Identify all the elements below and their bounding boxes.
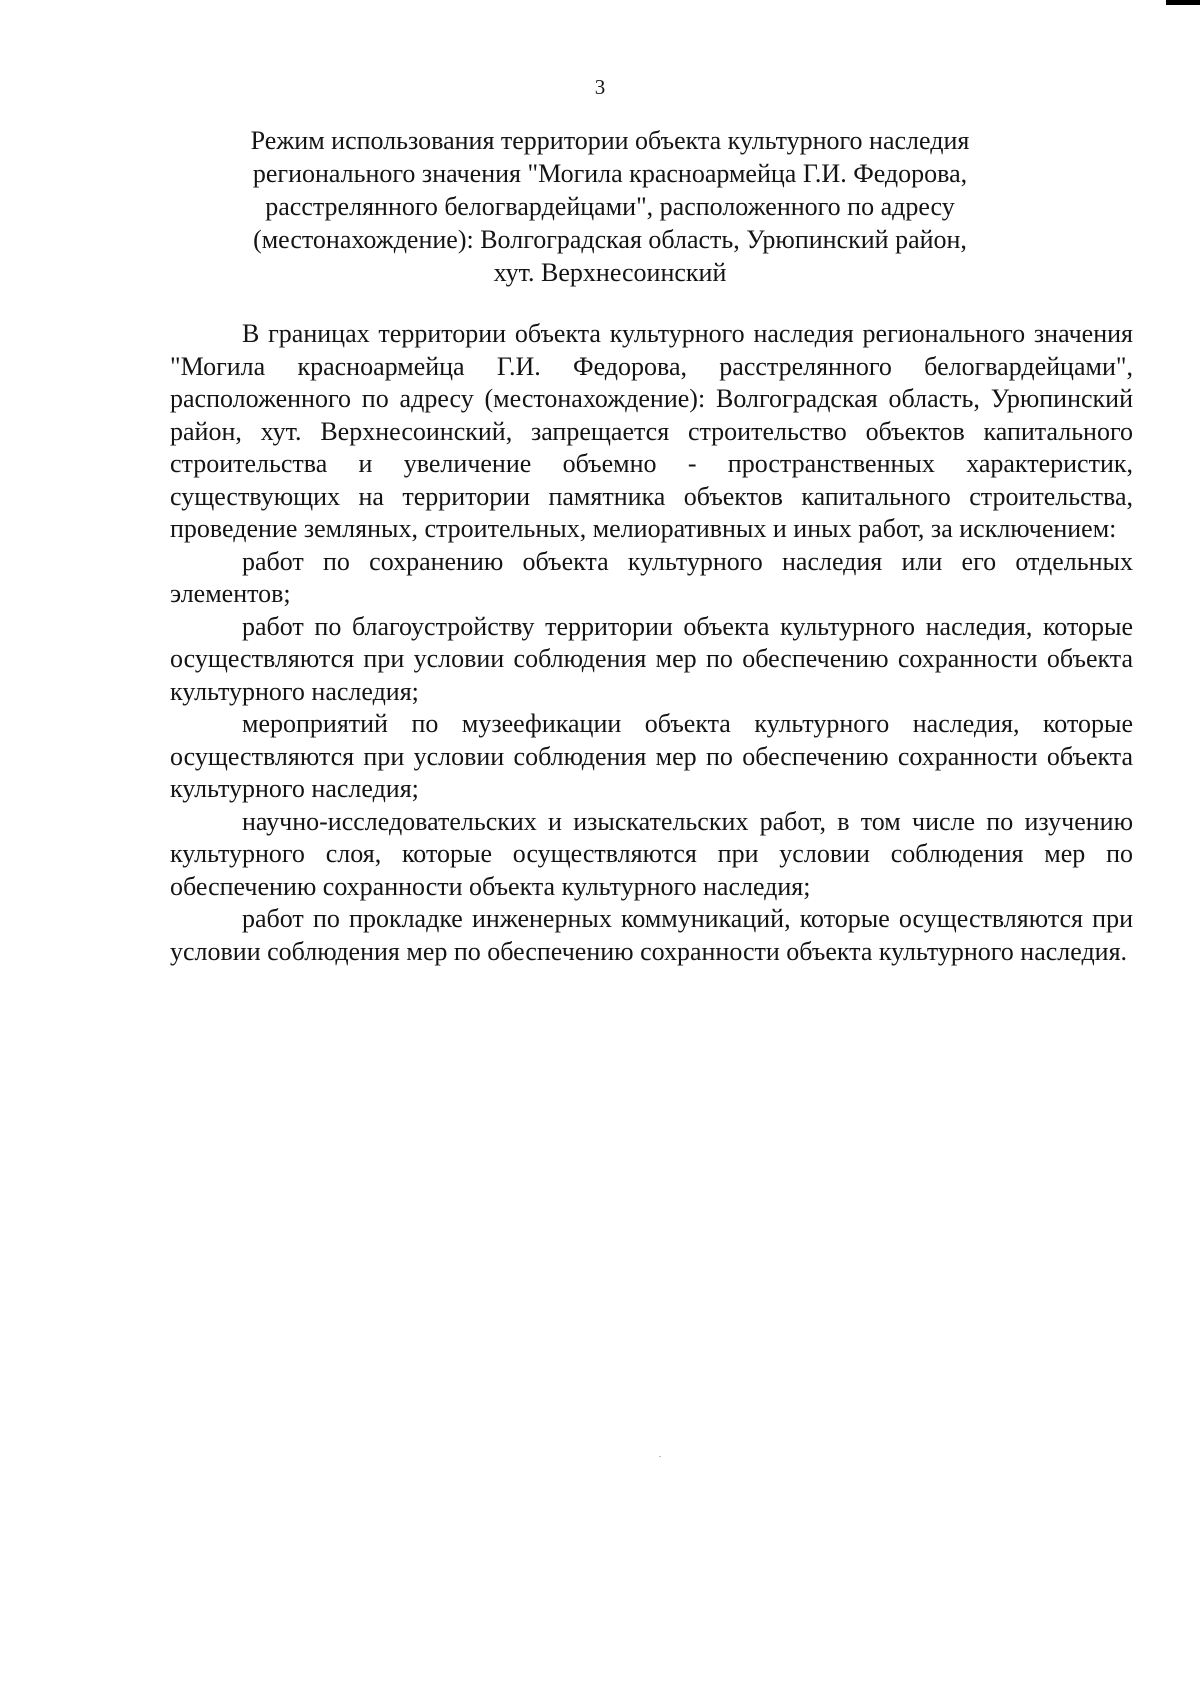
paragraph-exception-preservation: работ по сохранению объекта культурного наследия или его отдельных элементов; [170, 546, 1133, 608]
title-line-1: Режим использования территории объекта культурного наследия [250, 126, 970, 155]
paragraph-exception-utilities: работ по прокладке инженерных коммуникаций, которые осуществляются при условии соблюдения мер по обеспечению сохранности объекта культурного наследия. [170, 904, 1133, 966]
paragraph-exception-research: научно-исследовательских и изыскательских работ, в том числе по изучению культурного слоя, которые осуществляются при условии соблюдения мер по обеспечению сохранности объекта культурного наследия; [170, 806, 1133, 901]
page-number: 3 [594, 75, 606, 99]
title-line-4: (местонахождение): Волгоградская область, Урюпинский район, [253, 225, 967, 254]
title-line-3: расстрелянного белогвардейцами", расположенного по адресу [265, 192, 955, 221]
paragraph-exception-landscaping: работ по благоустройству территории объекта культурного наследия, которые осуществляются при условии соблюдения мер по обеспечению сохранности объекта культурного наследия; [170, 611, 1133, 706]
title-line-5: хут. Верхнесоинский [493, 258, 727, 287]
paragraph-exception-museum: мероприятий по музеефикации объекта культурного наследия, которые осуществляются при условии соблюдения мер по обеспечению сохранности объекта культурного наследия; [170, 709, 1133, 803]
scan-dot-mark [659, 1456, 661, 1457]
document-body [170, 318, 1133, 968]
paragraph-intro: В границах территории объекта культурного наследия регионального значения "Могила красноармейца Г.И. Федорова, расстрелянного белогвардейцами", расположенного по адресу (местонахождение): Волгоградская область, Урюпинский район, хут. Верхнесоинский, запрещается строительство объектов капитального строительства и увеличение объемно - пространственных характеристик, существующих на территории памятника объектов капитального строительства, проведение земляных, строительных, мелиоративных и иных работ, за исключением: [170, 319, 1133, 543]
scan-corner-mark [1166, 0, 1200, 5]
title-line-2: регионального значения "Могила красноармейца Г.И. Федорова, [252, 159, 968, 188]
document-title [170, 124, 1050, 289]
